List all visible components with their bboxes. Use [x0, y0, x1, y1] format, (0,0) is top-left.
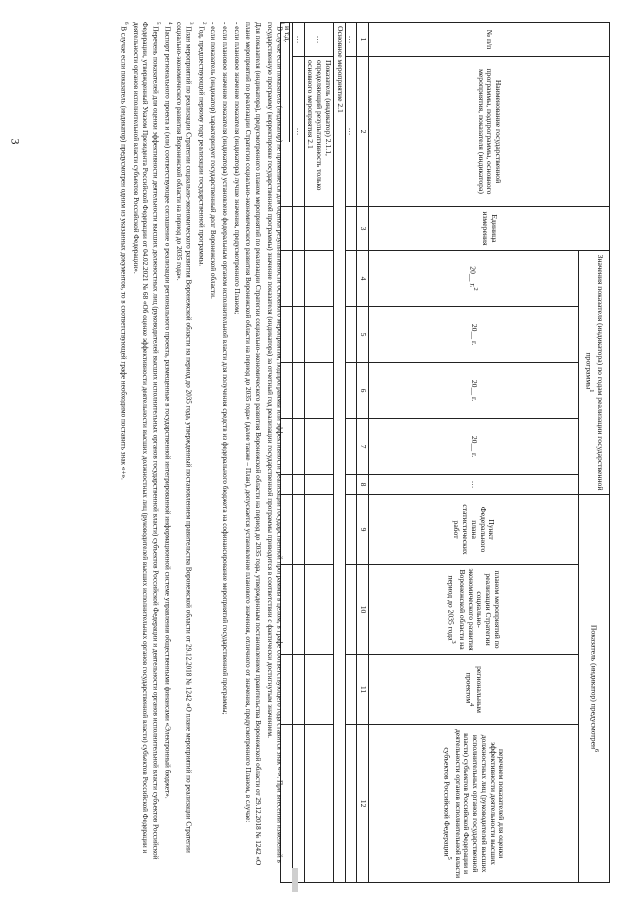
header-name: Наименование государственной программы, подпрограммы, основного мероприятия, показателя (индикатора) — [369, 57, 610, 207]
footnote — [174, 22, 194, 882]
col-index-cell: 6 — [357, 363, 369, 419]
table-cell — [304, 565, 333, 655]
col-index-cell: 11 — [357, 655, 369, 725]
table-cell — [292, 307, 304, 363]
header-year-dots: … — [369, 475, 579, 495]
header-year-3: 20__ г. — [369, 363, 579, 419]
header-year-1-sup: 2 — [472, 287, 480, 291]
table-cell — [345, 495, 357, 565]
table-cell — [292, 725, 304, 883]
rotated-page-content — [20, 22, 610, 882]
header-year-4: 20__ г. — [369, 419, 579, 475]
footnote — [118, 22, 128, 882]
header-ind-efficiency-list-text: перечнем показателей для оценки эффективности деятельности высших должностных лиц (руководителей высших исполнительных органов государственной власти) субъектов Российской Федерации и деятельности органов исполнительной власти субъектов Российской Федерации — [442, 729, 507, 879]
table-cell — [345, 475, 357, 495]
table-cell — [345, 725, 357, 883]
header-ind-strategy-plan — [369, 565, 579, 655]
header-values-group — [579, 251, 610, 495]
table-cell: … — [345, 23, 357, 57]
table-cell — [292, 363, 304, 419]
scan-artifact — [292, 868, 298, 892]
col-index-cell: 8 — [357, 475, 369, 495]
col-index-cell: 9 — [357, 495, 369, 565]
col-index-cell: 7 — [357, 419, 369, 475]
footnote — [219, 22, 229, 882]
header-indicator-group-text: Показатель (индикатор) предусмотрен — [589, 624, 599, 750]
table-cell — [345, 251, 357, 307]
table-cell — [345, 363, 357, 419]
footnote — [195, 22, 205, 882]
table-cell — [292, 207, 304, 251]
table-cell: и т.д. — [281, 23, 293, 207]
col-index-cell: 2 — [357, 57, 369, 207]
footnote-separator — [289, 22, 290, 142]
col-index-cell: 10 — [357, 565, 369, 655]
footnotes — [116, 22, 284, 882]
header-ind-strategy-plan-sup: 3 — [450, 640, 458, 644]
table-cell — [345, 655, 357, 725]
footnote-text: - если плановое значение показателя (индикатора) лучше значения, предусмотренного Планом; — [232, 22, 241, 315]
header-ind-regional-project — [369, 655, 579, 725]
table-cell — [304, 207, 333, 251]
col-index-cell: 3 — [357, 207, 369, 251]
header-year-1-text: 20__ г. — [468, 266, 478, 288]
header-ind-efficiency-list-sup: 5 — [445, 856, 453, 860]
col-index-cell: 1 — [357, 23, 369, 57]
footnote-mark: 1 — [279, 22, 284, 25]
indicators-table — [280, 22, 610, 883]
footnote-text: - если показатель (индикатор) характеризует государственный долг Воронежской области. — [209, 22, 218, 299]
col-index-cell: 5 — [357, 307, 369, 363]
footnote-text: В случае если показатель (индикатор) не применяется для оценки результативности основного мероприятия, подпрограммы или эффективности реализации государственной программы в целом, в графе соответствующего года ставится знак «-». При внесении изменений в государственную программу (корректировке государственной программы) значение показателя (индикатора) за отчетный год реализации государственной программы приводится в соответствии с фактически достигнутым значением. — [265, 22, 284, 863]
table-cell — [304, 307, 333, 363]
header-indicator-group — [579, 495, 610, 883]
header-year-1 — [369, 251, 579, 307]
table-cell — [345, 565, 357, 655]
indicator-name-cell: Показатель (индикатор) 2.1.1, определяющий результативность только основного мероприятия 2.1 — [304, 57, 333, 207]
header-ind-regional-project-sup: 4 — [467, 703, 475, 707]
header-values-group-sup: 1 — [588, 389, 596, 393]
table-cell — [304, 251, 333, 307]
table-cell — [345, 307, 357, 363]
footnote-text: План мероприятий по реализации Стратегии социально-экономического развития Воронежской области на период до 2035 года, утвержденный постановлением правительства Воронежской области от 29.12.2018 № 1242 «О плане мероприятий по реализации Стратегии социально-экономического развития Воронежской области на период до 2035 года». — [175, 22, 194, 853]
header-ind-regional-project-text: региональным проектом — [464, 666, 485, 713]
section-row — [333, 23, 345, 883]
footnote-mark: 3 — [188, 22, 194, 25]
footnote-mark: 6 — [122, 22, 128, 25]
footnote — [264, 22, 284, 882]
header-ind-federal-plan: Пункт Федерального плана статистических работ — [369, 495, 579, 565]
table-row — [345, 23, 357, 883]
table-cell: … — [304, 23, 333, 57]
table-cell — [292, 565, 304, 655]
footnote-text: Паспорт регионального проекта и (или) соответствующее соглашение о реализации регионального проекта, размещенные в государственной интегрированной информационной системе управления общественными финансами «Электронный бюджет». — [163, 26, 172, 799]
header-number: № п/п — [369, 23, 610, 57]
header-ind-efficiency-list — [369, 725, 579, 883]
header-year-2: 20__ г. — [369, 307, 579, 363]
footnote — [162, 22, 172, 882]
footnote-text: В случае если показатель (индикатор) предусмотрен одним из указанных документов, то в соответствующей графе необходимо поставить знак «+». — [119, 26, 128, 480]
table-cell — [304, 419, 333, 475]
table-row — [304, 23, 333, 883]
col-index-cell: 4 — [357, 251, 369, 307]
footnote — [243, 22, 262, 882]
footnote-mark: 4 — [166, 22, 172, 25]
table-cell — [304, 495, 333, 565]
column-number-row — [357, 23, 369, 883]
footnote-text: Для показателя (индикатора), предусмотренного планом мероприятий по реализации Стратегии социально-экономического развития Воронежской области на период до 2035 года, утвержденным постановлением правительства Воронежской области от 29.12.2018 № 1242 «О плане мероприятий по реализации Стратегии социально-экономического развития Воронежской области на период до 2035 года» (далее также – План), допускается установление планового значения, отличного от значения, предусмотренного Планом, в случае: — [244, 22, 263, 866]
header-values-group-text: Значения показателя (индикатора) по годам реализации государственной программы — [584, 254, 605, 491]
table-cell — [292, 419, 304, 475]
footnote-text: - если плановое значение показателя (индикатора) установлено федеральным органом исполнительной власти для получения средств из федерального бюджета на софинансирование мероприятий государственной программы; — [221, 22, 230, 715]
table-cell — [304, 725, 333, 883]
footnote-mark: 2 — [200, 22, 206, 25]
table-cell: … — [292, 57, 304, 207]
footnote — [208, 22, 218, 882]
table-row — [292, 23, 304, 883]
table-cell — [304, 363, 333, 419]
table-cell — [304, 655, 333, 725]
table-cell — [292, 655, 304, 725]
header-unit: Единица измерения — [369, 207, 610, 251]
col-index-cell: 12 — [357, 725, 369, 883]
table-cell — [304, 475, 333, 495]
page-number: 3 — [8, 138, 23, 145]
footnote-text: Год, предшествующий первому году реализации государственной программы. — [197, 26, 206, 267]
footnote — [231, 22, 241, 882]
header-ind-strategy-plan-text: планом мероприятий по реализации Стратегии социально-экономического развития Воронежской области на период до 2035 года — [446, 568, 502, 651]
footnote-mark: 5 — [154, 22, 160, 25]
footnote-text: Перечень показателей для оценки эффективности деятельности высших должностных лиц (руководителей высших исполнительных органов государственной власти) субъектов Российской Федерации и деятельности органов исполнительной власти субъектов Российской Федерации, утвержденный Указом Президента Российской Федерации от 04.02.2021 № 68 «Об оценке эффективности деятельности высших должностных лиц (руководителей высших исполнительных органов государственной власти) субъектов Российской Федерации и деятельности органов исполнительной власти субъектов Российской Федерации». — [131, 22, 160, 860]
table-cell: … — [345, 57, 357, 207]
header-indicator-group-sup: 6 — [592, 749, 600, 753]
table-cell — [345, 419, 357, 475]
footnote — [130, 22, 160, 882]
table-cell — [345, 207, 357, 251]
table-cell — [292, 475, 304, 495]
section-title: Основное мероприятие 2.1 — [333, 23, 345, 883]
table-cell — [292, 251, 304, 307]
table-cell — [292, 495, 304, 565]
table-cell: … — [292, 23, 304, 57]
